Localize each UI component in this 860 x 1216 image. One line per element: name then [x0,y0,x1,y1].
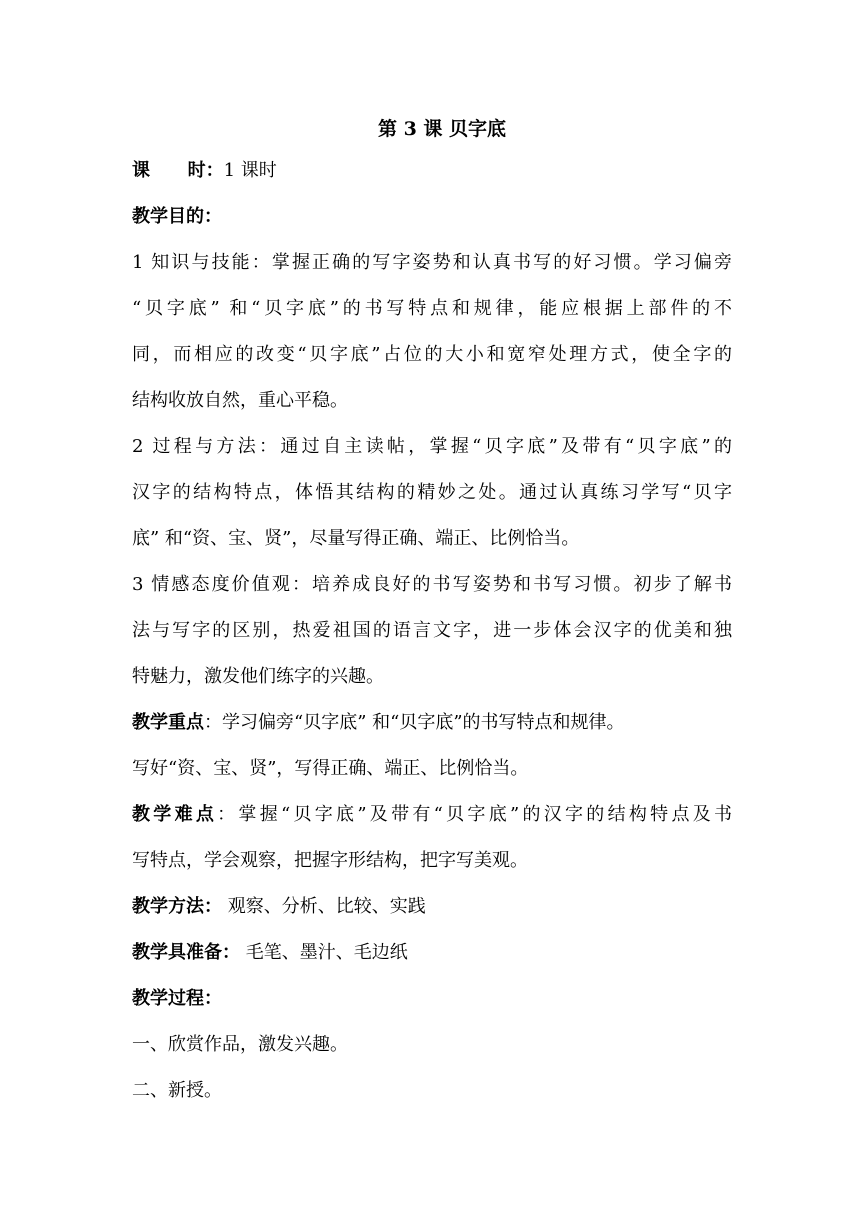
objective-knowledge-skills [132,240,732,424]
materials-row [132,930,732,976]
objective-process-methods [132,424,732,562]
objective-line: 同，而相应的改变“贝字底”占位的大小和宽窄处理方式，使全字的 [132,344,732,365]
objective-line: 3 情感态度价值观：培养成良好的书写姿势和书写习惯。初步了解书 [132,574,732,595]
class-hours-label: 课 时： [132,160,224,181]
difficulties-text: ：掌握“贝字底”及带有“贝字底”的汉字的结构特点及书 [217,804,733,825]
methods-value: 观察、分析、比较、实践 [222,896,426,917]
class-hours-value: 1 课时 [223,160,277,181]
methods-row [132,884,732,930]
objective-line: 1 知识与技能：掌握正确的写字姿势和认真书写的好习惯。学习偏旁 [132,252,732,273]
key-points-line-2: 写好“资、宝、贤”，写得正确、端正、比例恰当。 [132,758,529,779]
lesson-plan-document [132,110,732,1114]
process-step-2: 二、新授。 [132,1080,222,1101]
difficulties-line-1 [132,792,732,838]
materials-label: 教学具准备： [132,942,240,963]
document-title: 第 3 课 贝字底 [377,118,507,140]
class-hours-row [132,148,732,194]
process-heading: 教学过程： [132,988,222,1009]
objective-line: 底” 和“资、宝、贤”，尽量写得正确、端正、比例恰当。 [132,528,580,549]
objective-line: 法与写字的区别，热爱祖国的语言文字，进一步体会汉字的优美和独 [132,620,732,641]
process-step-1: 一、欣赏作品，激发兴趣。 [132,1034,348,1055]
key-points-text: ：学习偏旁“贝字底” 和“贝字底”的书写特点和规律。 [204,712,625,733]
materials-value: 毛笔、墨汁、毛边纸 [240,942,408,963]
key-points-section [132,700,732,792]
difficulties-line-2: 写特点，学会观察，把握字形结构，把字写美观。 [132,850,528,871]
key-points-label: 教学重点 [132,712,204,733]
objective-line: “贝字底” 和“贝字底”的书写特点和规律，能应根据上部件的不 [132,298,732,319]
objectives-heading: 教学目的： [132,206,222,227]
objective-line: 汉字的结构特点，体悟其结构的精妙之处。通过认真练习学写“贝字 [132,482,732,503]
methods-label: 教学方法： [132,896,222,917]
key-points-line-1 [132,700,732,746]
objective-line: 2 过程与方法：通过自主读帖，掌握“贝字底”及带有“贝字底”的 [132,436,732,457]
difficulties-section [132,792,732,884]
objective-emotion-values [132,562,732,700]
difficulties-label: 教学难点 [132,804,218,825]
objective-line: 结构收放自然，重心平稳。 [132,390,348,411]
objective-line: 特魅力，激发他们练字的兴趣。 [132,666,384,687]
